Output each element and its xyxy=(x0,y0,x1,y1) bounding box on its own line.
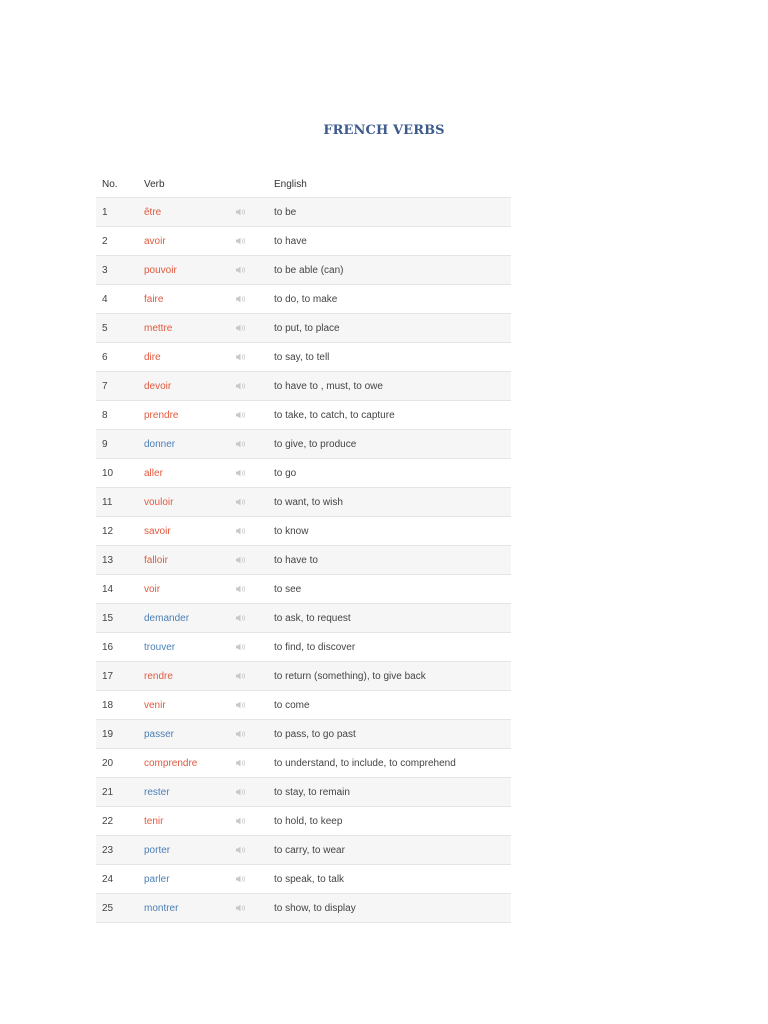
audio-cell xyxy=(236,227,274,256)
english-translation: to take, to catch, to capture xyxy=(274,401,511,430)
row-number: 23 xyxy=(96,836,144,865)
speaker-icon[interactable] xyxy=(236,701,246,709)
speaker-icon[interactable] xyxy=(236,411,246,419)
speaker-icon[interactable] xyxy=(236,324,246,332)
row-number: 16 xyxy=(96,633,144,662)
table-row xyxy=(96,488,511,517)
verb-link[interactable]: venir xyxy=(144,691,236,720)
verb-link[interactable]: falloir xyxy=(144,546,236,575)
speaker-icon[interactable] xyxy=(236,266,246,274)
speaker-icon[interactable] xyxy=(236,614,246,622)
table-row xyxy=(96,604,511,633)
english-translation: to have xyxy=(274,227,511,256)
verb-link[interactable]: comprendre xyxy=(144,749,236,778)
speaker-icon[interactable] xyxy=(236,788,246,796)
row-number: 5 xyxy=(96,314,144,343)
row-number: 7 xyxy=(96,372,144,401)
audio-cell xyxy=(236,865,274,894)
english-translation: to give, to produce xyxy=(274,430,511,459)
speaker-icon[interactable] xyxy=(236,585,246,593)
audio-cell xyxy=(236,894,274,923)
verb-table xyxy=(96,172,511,923)
verb-link[interactable]: avoir xyxy=(144,227,236,256)
english-translation: to want, to wish xyxy=(274,488,511,517)
verb-link[interactable]: trouver xyxy=(144,633,236,662)
english-translation: to be xyxy=(274,198,511,227)
english-translation: to return (something), to give back xyxy=(274,662,511,691)
table-row xyxy=(96,575,511,604)
english-translation: to show, to display xyxy=(274,894,511,923)
table-row xyxy=(96,517,511,546)
audio-cell xyxy=(236,343,274,372)
row-number: 19 xyxy=(96,720,144,749)
english-translation: to stay, to remain xyxy=(274,778,511,807)
row-number: 10 xyxy=(96,459,144,488)
row-number: 22 xyxy=(96,807,144,836)
row-number: 8 xyxy=(96,401,144,430)
verb-link[interactable]: rendre xyxy=(144,662,236,691)
row-number: 6 xyxy=(96,343,144,372)
table-row xyxy=(96,459,511,488)
verb-link[interactable]: aller xyxy=(144,459,236,488)
verb-link[interactable]: parler xyxy=(144,865,236,894)
speaker-icon[interactable] xyxy=(236,556,246,564)
verb-link[interactable]: passer xyxy=(144,720,236,749)
audio-cell xyxy=(236,488,274,517)
speaker-icon[interactable] xyxy=(236,237,246,245)
verb-link[interactable]: rester xyxy=(144,778,236,807)
speaker-icon[interactable] xyxy=(236,382,246,390)
table-row xyxy=(96,343,511,372)
row-number: 13 xyxy=(96,546,144,575)
table-row xyxy=(96,894,511,923)
table-row xyxy=(96,633,511,662)
row-number: 20 xyxy=(96,749,144,778)
audio-cell xyxy=(236,517,274,546)
table-row xyxy=(96,227,511,256)
audio-cell xyxy=(236,459,274,488)
table-row xyxy=(96,198,511,227)
audio-cell xyxy=(236,836,274,865)
english-translation: to hold, to keep xyxy=(274,807,511,836)
speaker-icon[interactable] xyxy=(236,295,246,303)
verb-link[interactable]: demander xyxy=(144,604,236,633)
speaker-icon[interactable] xyxy=(236,353,246,361)
table-row xyxy=(96,836,511,865)
speaker-icon[interactable] xyxy=(236,672,246,680)
audio-cell xyxy=(236,749,274,778)
english-translation: to put, to place xyxy=(274,314,511,343)
table-row xyxy=(96,285,511,314)
english-translation: to carry, to wear xyxy=(274,836,511,865)
verb-link[interactable]: prendre xyxy=(144,401,236,430)
audio-cell xyxy=(236,691,274,720)
audio-cell xyxy=(236,314,274,343)
audio-cell xyxy=(236,575,274,604)
table-row xyxy=(96,865,511,894)
audio-cell xyxy=(236,720,274,749)
row-number: 14 xyxy=(96,575,144,604)
audio-cell xyxy=(236,807,274,836)
header-audio xyxy=(236,172,274,198)
header-english: English xyxy=(274,172,511,198)
row-number: 17 xyxy=(96,662,144,691)
speaker-icon[interactable] xyxy=(236,498,246,506)
table-row xyxy=(96,401,511,430)
table-row xyxy=(96,372,511,401)
table-row xyxy=(96,778,511,807)
verb-link[interactable]: devoir xyxy=(144,372,236,401)
english-translation: to go xyxy=(274,459,511,488)
row-number: 2 xyxy=(96,227,144,256)
speaker-icon[interactable] xyxy=(236,759,246,767)
audio-cell xyxy=(236,401,274,430)
english-translation: to say, to tell xyxy=(274,343,511,372)
speaker-icon[interactable] xyxy=(236,643,246,651)
audio-cell xyxy=(236,633,274,662)
speaker-icon[interactable] xyxy=(236,817,246,825)
english-translation: to see xyxy=(274,575,511,604)
speaker-icon[interactable] xyxy=(236,904,246,912)
english-translation: to pass, to go past xyxy=(274,720,511,749)
verb-link[interactable]: mettre xyxy=(144,314,236,343)
row-number: 11 xyxy=(96,488,144,517)
english-translation: to understand, to include, to comprehend xyxy=(274,749,511,778)
audio-cell xyxy=(236,546,274,575)
verb-link[interactable]: montrer xyxy=(144,894,236,923)
row-number: 21 xyxy=(96,778,144,807)
row-number: 12 xyxy=(96,517,144,546)
verb-link[interactable]: être xyxy=(144,198,236,227)
verb-link[interactable]: pouvoir xyxy=(144,256,236,285)
row-number: 18 xyxy=(96,691,144,720)
row-number: 1 xyxy=(96,198,144,227)
row-number: 25 xyxy=(96,894,144,923)
row-number: 4 xyxy=(96,285,144,314)
speaker-icon[interactable] xyxy=(236,730,246,738)
table-row xyxy=(96,691,511,720)
header-verb: Verb xyxy=(144,172,236,198)
table-row xyxy=(96,256,511,285)
speaker-icon[interactable] xyxy=(236,875,246,883)
audio-cell xyxy=(236,662,274,691)
table-row xyxy=(96,720,511,749)
verb-link[interactable]: porter xyxy=(144,836,236,865)
speaker-icon[interactable] xyxy=(236,469,246,477)
verb-link[interactable]: donner xyxy=(144,430,236,459)
audio-cell xyxy=(236,256,274,285)
speaker-icon[interactable] xyxy=(236,527,246,535)
audio-cell xyxy=(236,778,274,807)
header-no: No. xyxy=(96,172,144,198)
english-translation: to have to , must, to owe xyxy=(274,372,511,401)
table-row xyxy=(96,546,511,575)
verb-link[interactable]: tenir xyxy=(144,807,236,836)
audio-cell xyxy=(236,198,274,227)
audio-cell xyxy=(236,604,274,633)
speaker-icon[interactable] xyxy=(236,208,246,216)
row-number: 15 xyxy=(96,604,144,633)
english-translation: to know xyxy=(274,517,511,546)
table-row xyxy=(96,807,511,836)
english-translation: to ask, to request xyxy=(274,604,511,633)
verb-link[interactable]: dire xyxy=(144,343,236,372)
english-translation: to be able (can) xyxy=(274,256,511,285)
table-header-row xyxy=(96,172,511,198)
verb-link[interactable]: savoir xyxy=(144,517,236,546)
row-number: 9 xyxy=(96,430,144,459)
english-translation: to find, to discover xyxy=(274,633,511,662)
speaker-icon[interactable] xyxy=(236,440,246,448)
page-title: FRENCH VERBS xyxy=(323,123,445,138)
table-row xyxy=(96,749,511,778)
audio-cell xyxy=(236,285,274,314)
english-translation: to come xyxy=(274,691,511,720)
row-number: 3 xyxy=(96,256,144,285)
table-row xyxy=(96,662,511,691)
table-row xyxy=(96,314,511,343)
english-translation: to speak, to talk xyxy=(274,865,511,894)
english-translation: to do, to make xyxy=(274,285,511,314)
verb-link[interactable]: voir xyxy=(144,575,236,604)
english-translation: to have to xyxy=(274,546,511,575)
row-number: 24 xyxy=(96,865,144,894)
verb-rows xyxy=(96,198,511,923)
speaker-icon[interactable] xyxy=(236,846,246,854)
verb-link[interactable]: vouloir xyxy=(144,488,236,517)
audio-cell xyxy=(236,430,274,459)
table-row xyxy=(96,430,511,459)
audio-cell xyxy=(236,372,274,401)
verb-link[interactable]: faire xyxy=(144,285,236,314)
